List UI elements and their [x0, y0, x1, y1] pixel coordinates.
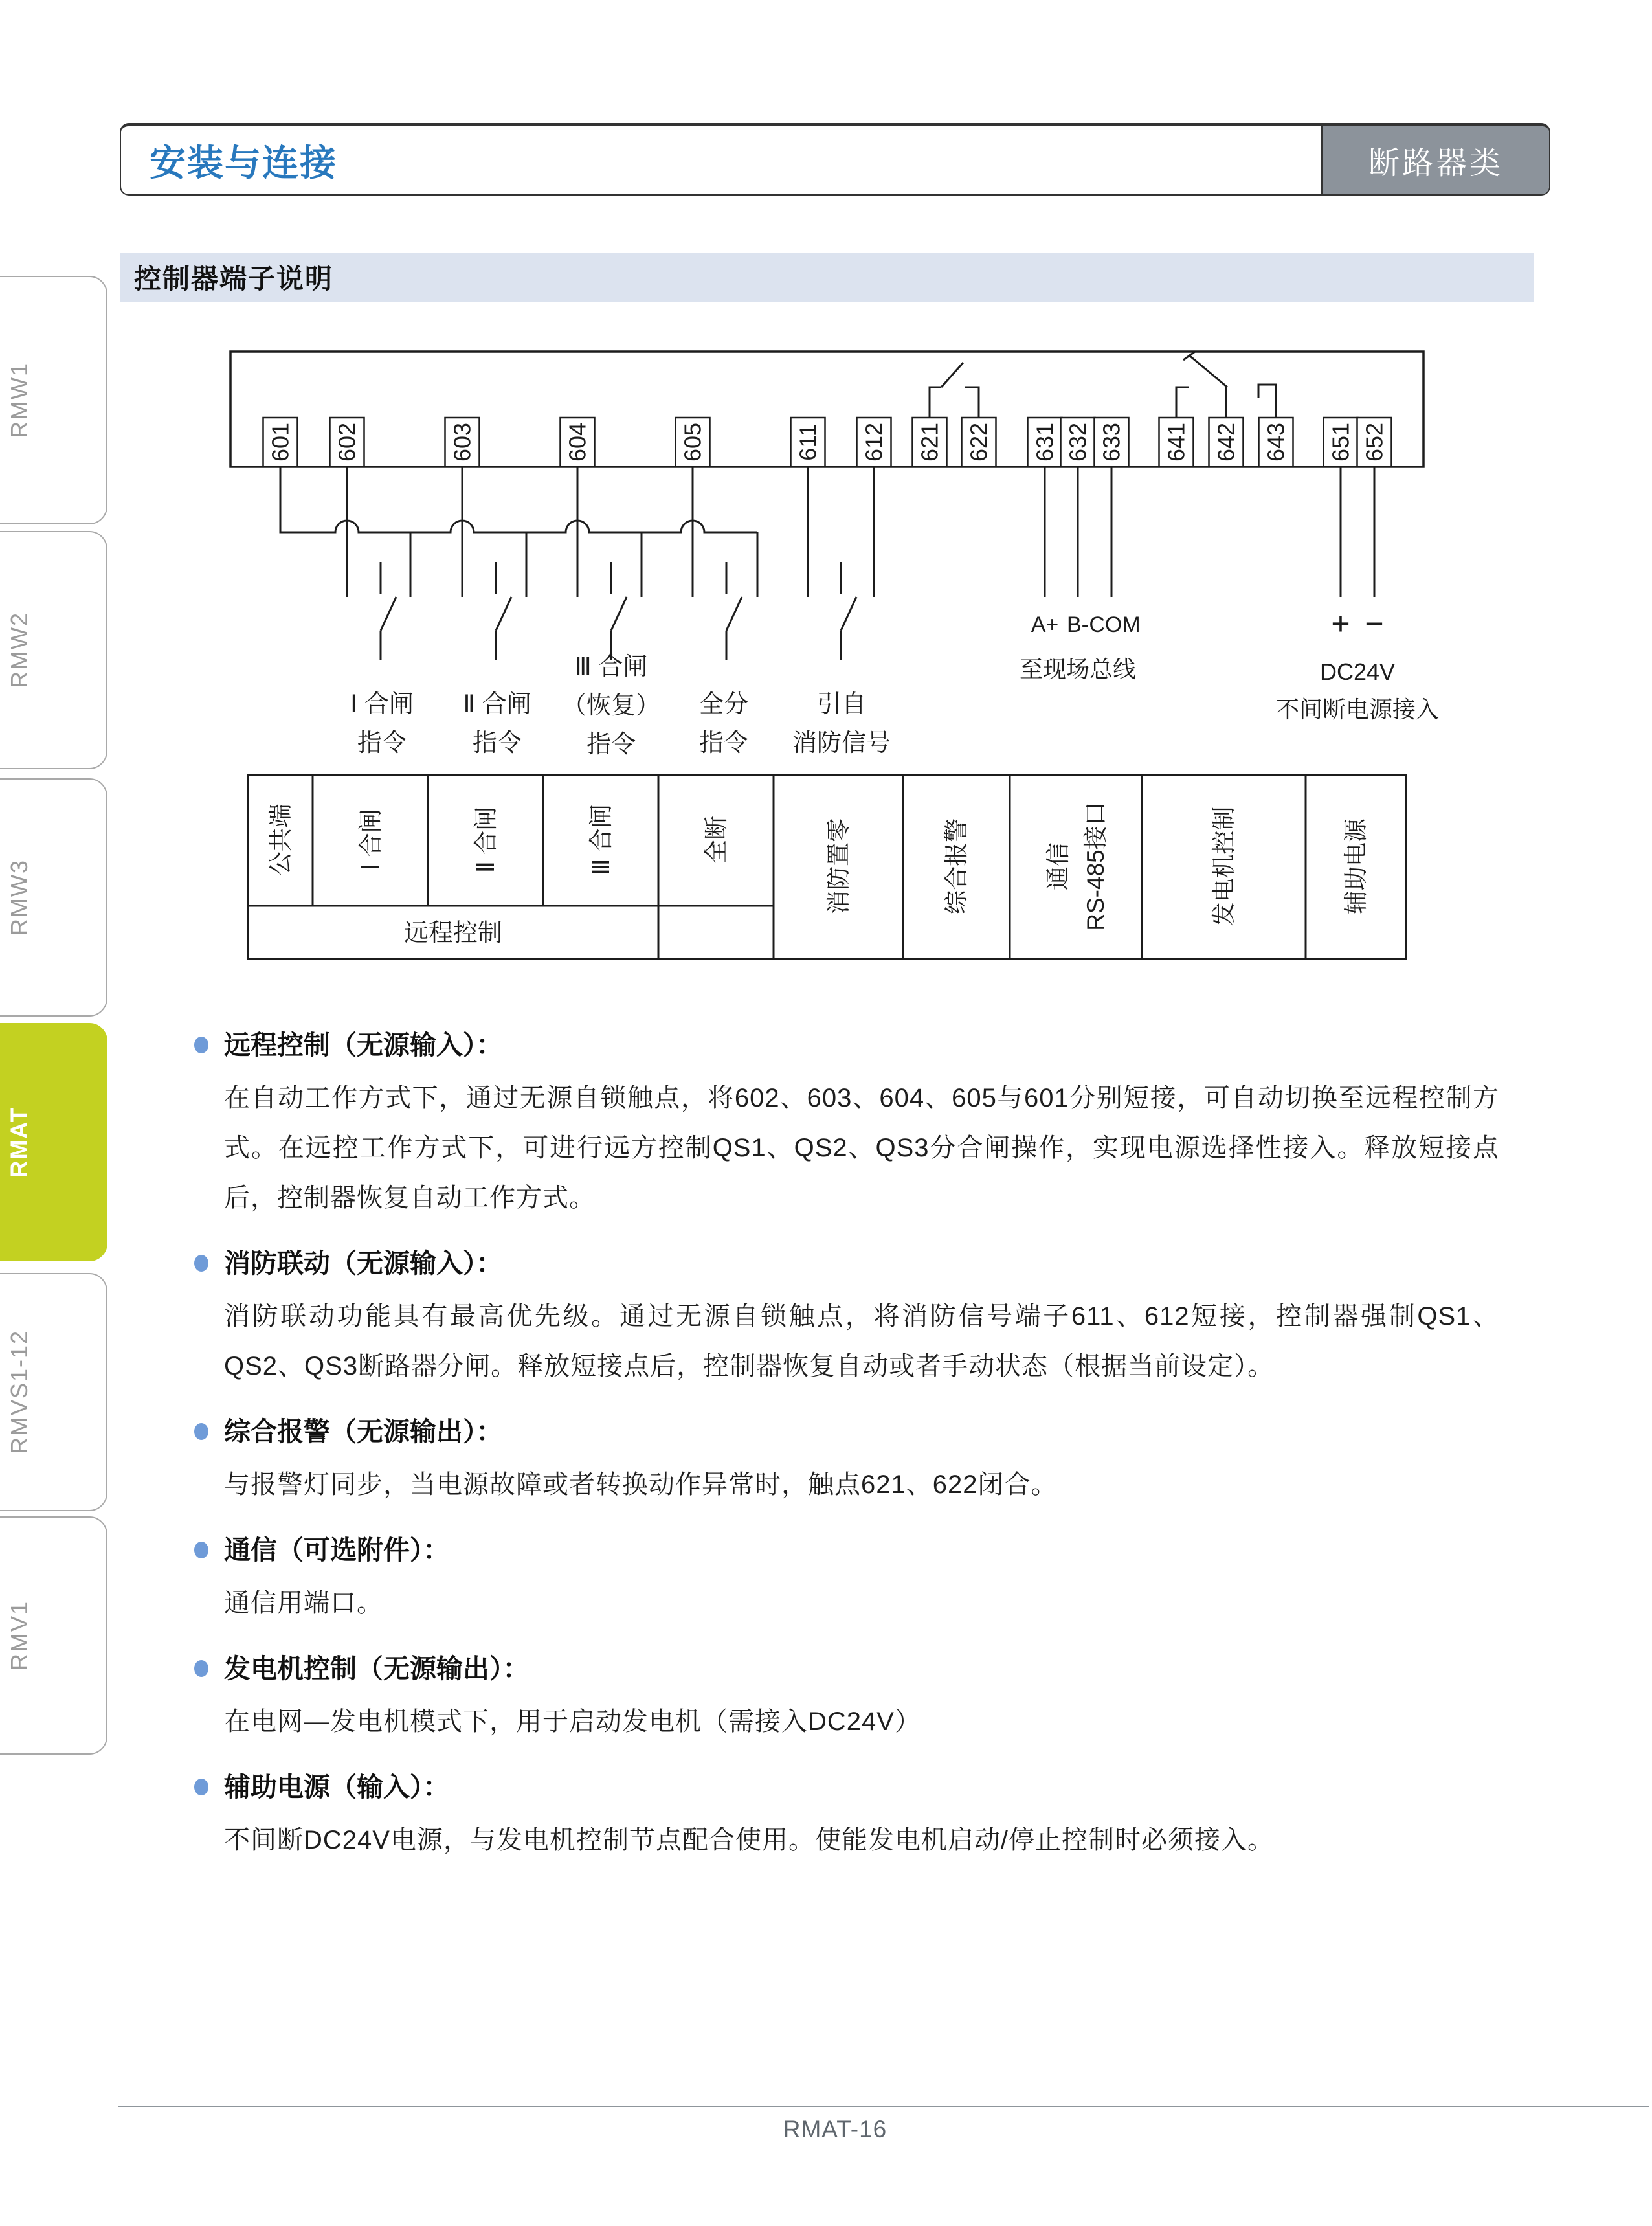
terminal-632: 632	[1064, 422, 1091, 462]
bus-com-label: COM	[1089, 613, 1141, 637]
note-heading-fire	[194, 1239, 1499, 1288]
power-caption-line2: 不间断电源接入	[1275, 696, 1440, 723]
note-heading-remote	[194, 1020, 1499, 1070]
terminal-diagram	[214, 337, 1444, 971]
footer-divider	[118, 2106, 1649, 2107]
terminal-notes	[194, 1005, 1499, 1869]
power-plus: +	[1331, 605, 1350, 642]
terminal-605: 605	[679, 422, 706, 462]
terminal-651: 651	[1327, 422, 1354, 462]
col-aux-power: 辅助电源	[1342, 818, 1369, 914]
terminal-642: 642	[1212, 422, 1240, 462]
page-header	[120, 123, 1550, 196]
fire-label-line2: 消防信号	[792, 730, 891, 757]
cmd3-line3: 指令	[586, 731, 636, 758]
bullet-dot-icon	[194, 1660, 208, 1677]
col-close2: Ⅱ 合闸	[472, 806, 499, 873]
command-labels	[350, 653, 891, 758]
bus-a-label: A+	[1031, 613, 1059, 637]
sidebar-tab-rmat[interactable]	[0, 1023, 107, 1261]
terminal-652: 652	[1361, 422, 1388, 462]
bullet-dot-icon	[194, 1423, 208, 1440]
fire-switch-symbol	[841, 562, 856, 660]
bus-caption: 至现场总线	[1019, 656, 1137, 682]
col-alarm: 综合报警	[943, 818, 970, 914]
category-badge: 断路器类	[1321, 126, 1549, 194]
terminal-603: 603	[449, 422, 476, 462]
col-comm-line1: 通信	[1044, 842, 1071, 890]
bus-and-power-wires	[1045, 467, 1374, 597]
terminal-621: 621	[916, 422, 943, 462]
sidebar-tab-rmw1[interactable]	[0, 276, 107, 524]
note-body-auxpower: 不间断DC24V电源，与发电机控制节点配合使用。使能发电机启动/停止控制时必须接入。	[224, 1826, 1275, 1854]
col-fire-reset: 消防置零	[825, 818, 852, 914]
sidebar-tab-label: RMV1	[6, 1600, 32, 1671]
note-body-remote: 在自动工作方式下，通过无源自锁触点，将602、603、604、605与601分别短接，可自动切换至远程控制方式。在远控工作方式下，可进行远方控制QS1、QS2、QS3分合闸操作，实现电源选择性接入。释放短接点后，控制器恢复自动工作方式。	[224, 1084, 1499, 1212]
sidebar-tab-label: RMVS1-12	[6, 1329, 32, 1455]
terminal-643: 643	[1262, 422, 1289, 462]
cmd3-line1: Ⅲ 合闸	[574, 653, 648, 680]
note-heading-text: 通信（可选附件）：	[224, 1535, 450, 1565]
bullet-dot-icon	[194, 1779, 208, 1795]
cmd3-line2: （恢复）	[561, 692, 661, 719]
page-number: RMAT-16	[783, 2116, 887, 2142]
page-title: 安装与连接	[150, 142, 337, 183]
switch-1-symbol	[381, 562, 396, 660]
switch-3-symbol	[611, 562, 627, 660]
sidebar-tab-label: RMW1	[6, 362, 32, 438]
cmd1-line1: Ⅰ 合闸	[350, 691, 414, 718]
terminal-631: 631	[1031, 422, 1058, 462]
note-heading-text: 远程控制（无源输入）：	[224, 1030, 503, 1060]
bus-b-label: B-	[1067, 613, 1089, 637]
cmd4-line2: 指令	[698, 730, 749, 757]
terminal-633: 633	[1098, 422, 1125, 462]
terminal-611: 611	[794, 423, 821, 461]
col-all-off: 全断	[702, 816, 730, 864]
sidebar-tab-label: RMW2	[6, 612, 32, 688]
terminal-612: 612	[860, 422, 887, 462]
sidebar-tab-label: RMAT	[6, 1107, 32, 1178]
col-close3: Ⅲ 合闸	[587, 804, 614, 875]
bus-power-labels	[1020, 605, 1439, 723]
generator-contact-symbol	[1176, 352, 1227, 418]
table-column-labels	[267, 802, 1369, 947]
bullet-dot-icon	[194, 1037, 208, 1053]
terminal-602: 602	[333, 422, 361, 462]
generator-aux-hook	[1258, 385, 1276, 418]
terminal-641: 641	[1163, 422, 1190, 462]
note-heading-auxpower	[194, 1762, 1499, 1812]
note-body-generator: 在电网—发电机模式下，用于启动发电机（需接入DC24V）	[224, 1707, 921, 1736]
note-heading-text: 综合报警（无源输出）：	[224, 1417, 503, 1446]
sidebar-tab-label: RMW3	[6, 859, 32, 936]
section-title: 控制器端子说明	[134, 264, 334, 294]
terminal-601: 601	[267, 422, 294, 462]
remote-control-cell: 远程控制	[403, 919, 503, 947]
note-heading-text: 辅助电源（输入）：	[224, 1772, 450, 1802]
switch-2-symbol	[496, 562, 511, 660]
power-minus: −	[1365, 605, 1384, 642]
cmd4-line1: 全分	[698, 691, 749, 718]
col-generator: 发电机控制	[1210, 806, 1237, 927]
section-bar	[120, 253, 1534, 302]
terminal-numbers	[267, 423, 1388, 462]
common-bus-wire	[280, 467, 757, 532]
bullet-dot-icon	[194, 1255, 208, 1272]
cmd2-line2: 指令	[472, 730, 522, 757]
note-body-fire: 消防联动功能具有最高优先级。通过无源自锁触点，将消防信号端子611、612短接，控制器强制QS1、QS2、QS3断路器分闸。释放短接点后，控制器恢复自动或者手动状态（根据当前设定）。	[224, 1302, 1499, 1380]
note-heading-generator	[194, 1644, 1499, 1693]
note-heading-comm	[194, 1525, 1499, 1575]
alarm-contact-symbol	[930, 363, 979, 418]
controller-outline	[230, 352, 1423, 467]
switch-4-symbol	[726, 562, 742, 660]
note-body-alarm: 与报警灯同步，当电源故障或者转换动作异常时，触点621、622闭合。	[224, 1470, 1058, 1499]
note-heading-text: 消防联动（无源输入）：	[224, 1248, 503, 1278]
cmd2-line1: Ⅱ 合闸	[463, 691, 531, 718]
col-comm-line2: RS-485接口	[1082, 802, 1109, 931]
note-heading-alarm	[194, 1407, 1499, 1456]
sidebar-tab-rmw2[interactable]	[0, 531, 107, 769]
note-heading-text: 发电机控制（无源输出）：	[224, 1654, 530, 1683]
sidebar-tab-rmw3[interactable]	[0, 778, 107, 1017]
power-caption-line1: DC24V	[1319, 658, 1396, 685]
terminal-604: 604	[564, 422, 591, 462]
col-common: 公共端	[267, 804, 294, 876]
col-close1: Ⅰ 合闸	[357, 809, 384, 871]
sidebar-tab-rmv1[interactable]	[0, 1516, 107, 1755]
sidebar-tab-rmvs1-12[interactable]	[0, 1273, 107, 1511]
note-body-comm: 通信用端口。	[224, 1589, 383, 1617]
fire-label-line1: 引自	[816, 691, 867, 718]
cmd1-line2: 指令	[357, 730, 407, 757]
terminal-622: 622	[965, 422, 992, 462]
bullet-dot-icon	[194, 1542, 208, 1558]
